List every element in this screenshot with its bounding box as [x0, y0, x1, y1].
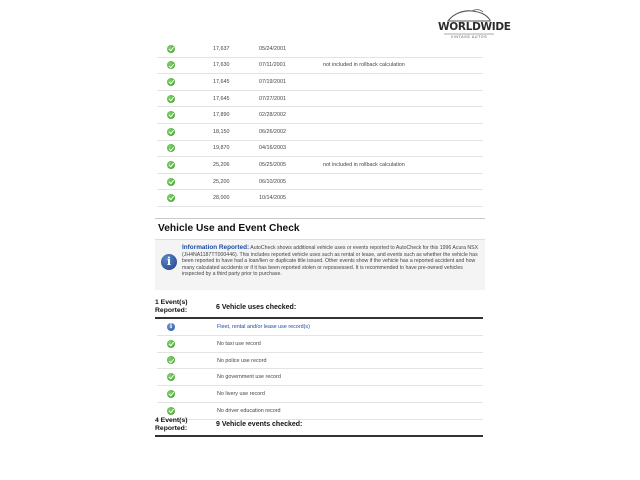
- table-row: [157, 141, 483, 158]
- check-icon: [167, 356, 175, 364]
- check-icon: [167, 95, 175, 103]
- reading-note: not included in rollback calculation: [323, 62, 405, 69]
- odometer-reading: 17,890: [213, 112, 230, 119]
- reading-date: 07/27/2001: [259, 95, 286, 102]
- check-icon: [167, 340, 175, 348]
- events-checked-title: 9 Vehicle events checked:: [216, 421, 303, 428]
- odometer-reading: 17,630: [213, 62, 230, 69]
- use-label: No driver education record: [217, 407, 281, 414]
- table-row: [157, 41, 483, 58]
- info-body: AutoCheck shows additional vehicle uses or events reported to AutoCheck for this 1996 Acura NSX (JH4NA1187TT000446). This includes reported vehicle uses such as rental or lease, and events such as whether the vehicle has been reported to have had a loan/lien or duplicate title issued. Other events show if the vehicle has a reported accident and how many calculated accidents or if it has been reported stolen or repossessed. It is recommended to have pre-owned vehicles inspected by a third party prior to purchase.: [182, 245, 479, 278]
- list-item: [157, 319, 483, 336]
- use-label: No police use record: [217, 357, 267, 364]
- odometer-table: [157, 41, 483, 207]
- reading-date: 06/26/2002: [259, 128, 286, 135]
- logo-subtitle: VINTAGE AUTOS: [450, 35, 488, 39]
- odometer-reading: 19,870: [213, 145, 230, 152]
- check-icon: [167, 144, 175, 152]
- list-item: [157, 353, 483, 370]
- info-text: [182, 245, 480, 278]
- odometer-reading: 28,000: [213, 195, 230, 202]
- check-icon: [167, 111, 175, 119]
- reading-date: 07/11/2001: [259, 62, 286, 69]
- information-reported-box: [155, 239, 485, 290]
- list-item: [157, 336, 483, 353]
- check-icon: [167, 61, 175, 69]
- use-label[interactable]: Fleet, rental and/or lease use record(s): [217, 324, 310, 330]
- logo-wordmark: WORLDWIDE: [438, 21, 511, 33]
- vehicle-uses-table: [157, 319, 483, 420]
- reading-date: 07/19/2001: [259, 78, 286, 85]
- events-count: [155, 417, 187, 433]
- check-icon: [167, 407, 175, 415]
- check-icon: [167, 373, 175, 381]
- list-item: [157, 369, 483, 386]
- uses-checked-title: 6 Vehicle uses checked:: [216, 304, 297, 311]
- check-icon: [167, 194, 175, 202]
- list-item: [157, 386, 483, 403]
- table-row: [157, 58, 483, 75]
- count-line: Reported:: [155, 425, 188, 432]
- reading-date: 05/25/2005: [259, 161, 286, 168]
- table-row: [157, 174, 483, 191]
- check-icon: [167, 78, 175, 86]
- use-label: No government use record: [217, 374, 281, 381]
- use-label: No livery use record: [217, 391, 265, 398]
- info-icon: i: [161, 254, 177, 270]
- reading-date: 10/14/2005: [259, 195, 286, 202]
- info-icon: i: [167, 323, 175, 331]
- section-divider: [155, 218, 485, 219]
- check-icon: [167, 45, 175, 53]
- count-line: 4 Event(s): [155, 417, 188, 424]
- reading-note: not included in rollback calculation: [323, 161, 405, 168]
- table-row: [157, 124, 483, 141]
- table-row: [157, 91, 483, 108]
- worldwide-logo: [438, 6, 511, 46]
- list-item: [157, 403, 483, 420]
- odometer-reading: 17,645: [213, 78, 230, 85]
- use-label: No taxi use record: [217, 340, 261, 347]
- check-icon: [167, 128, 175, 136]
- check-icon: [167, 178, 175, 186]
- reading-date: 02/28/2002: [259, 112, 286, 119]
- check-icon: [167, 390, 175, 398]
- reading-date: 04/16/2003: [259, 145, 286, 152]
- table-row: [157, 157, 483, 174]
- count-line: Reported:: [155, 307, 188, 314]
- reading-date: 06/10/2005: [259, 178, 286, 185]
- odometer-reading: 17,645: [213, 95, 230, 102]
- reading-date: 05/24/2001: [259, 45, 286, 52]
- table-row: [157, 74, 483, 91]
- count-line: 1 Event(s): [155, 299, 188, 306]
- odometer-reading: 17,637: [213, 45, 230, 52]
- odometer-reading: 25,206: [213, 161, 230, 168]
- info-heading: Information Reported:: [182, 244, 250, 251]
- check-icon: [167, 161, 175, 169]
- uses-event-count: [155, 299, 187, 315]
- table-row: [157, 190, 483, 207]
- odometer-reading: 25,200: [213, 178, 230, 185]
- odometer-reading: 18,150: [213, 128, 230, 135]
- section-title: Vehicle Use and Event Check: [158, 223, 300, 234]
- table-row: [157, 107, 483, 124]
- events-rule: [155, 435, 483, 437]
